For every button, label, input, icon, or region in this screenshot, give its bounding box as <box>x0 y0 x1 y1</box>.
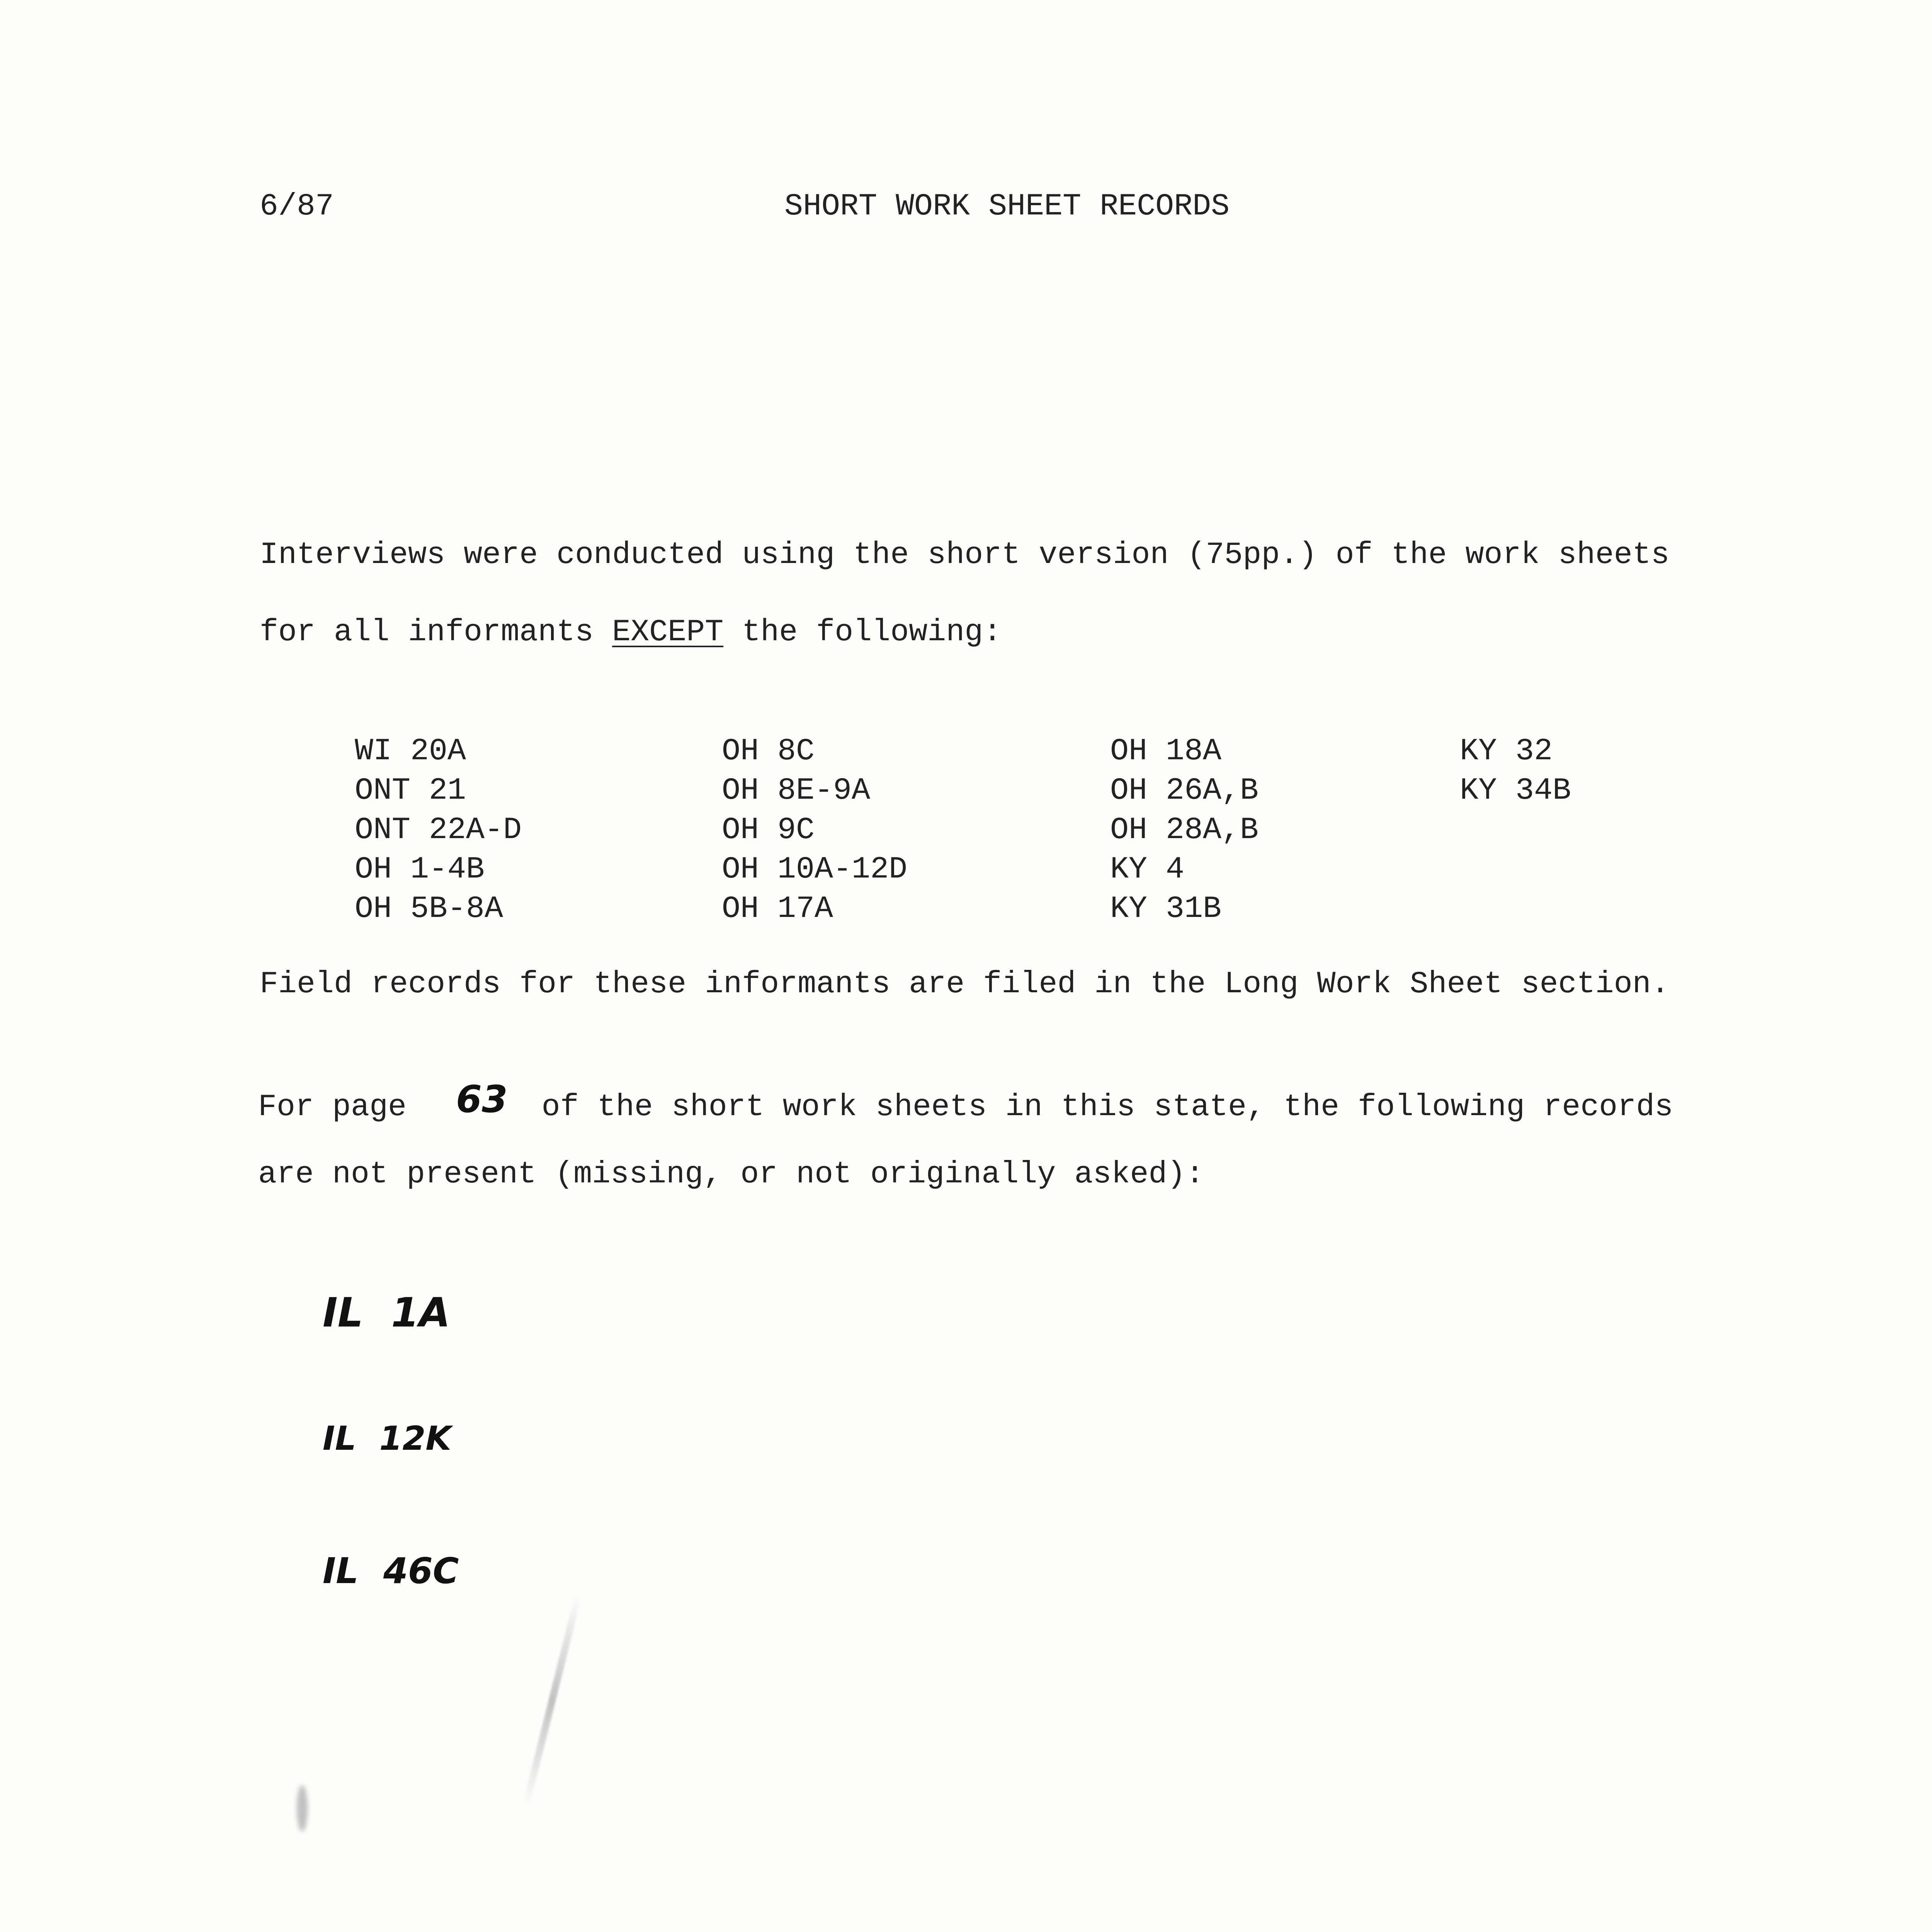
informant-column <box>722 732 1110 929</box>
page-note-end: of the short work sheets in this state, the following records <box>523 1090 1673 1125</box>
informant-code: ONT 21 <box>355 773 466 808</box>
document-title: SHORT WORK SHEET RECORDS <box>784 189 1230 224</box>
informant-code: WI 20A <box>355 734 466 769</box>
informant-code: OH 10A-12D <box>722 852 908 887</box>
informant-code: OH 9C <box>722 813 815 848</box>
informant-code: OH 18A <box>1110 734 1222 769</box>
field-records-note: Field records for these informants are filed in the Long Work Sheet section. <box>260 967 1670 1002</box>
informant-exception-list <box>355 732 1614 929</box>
informant-code: OH 8C <box>722 734 815 769</box>
informant-code: OH 8E-9A <box>722 773 871 808</box>
informant-code: OH 1-4B <box>355 852 485 887</box>
missing-record-1: IL 1A <box>323 1289 451 1336</box>
informant-code: OH 28A,B <box>1110 813 1259 848</box>
informant-code: OH 5B-8A <box>355 891 503 927</box>
page-note-line-2: are not present (missing, or not originally asked): <box>258 1157 1204 1192</box>
intro-line-2-end: the following: <box>723 615 1002 650</box>
informant-code: KY 34B <box>1460 773 1571 808</box>
missing-record-3: IL 46C <box>323 1550 459 1592</box>
page-note-start: For page <box>258 1090 425 1125</box>
informant-column <box>355 732 722 929</box>
intro-line-2-start: for all informants <box>260 615 612 650</box>
informant-code: KY 32 <box>1460 734 1553 769</box>
document-date: 6/87 <box>260 189 334 224</box>
pencil-streak <box>523 1594 582 1806</box>
smudge-mark <box>297 1785 308 1832</box>
page-note-line-1 <box>258 1078 1673 1125</box>
informant-code: ONT 22A-D <box>355 813 522 848</box>
intro-line-1: Interviews were conducted using the short version (75pp.) of the work sheets <box>260 537 1670 573</box>
except-emphasis: EXCEPT <box>612 615 724 650</box>
intro-line-2 <box>260 617 1002 648</box>
handwritten-page-number: 63 <box>456 1078 508 1121</box>
informant-column <box>1460 732 1614 929</box>
informant-code: OH 26A,B <box>1110 773 1259 808</box>
informant-code: OH 17A <box>722 891 833 927</box>
missing-record-2: IL 12K <box>323 1419 451 1458</box>
informant-column <box>1110 732 1460 929</box>
informant-code: KY 31B <box>1110 891 1222 927</box>
informant-code: KY 4 <box>1110 852 1185 887</box>
